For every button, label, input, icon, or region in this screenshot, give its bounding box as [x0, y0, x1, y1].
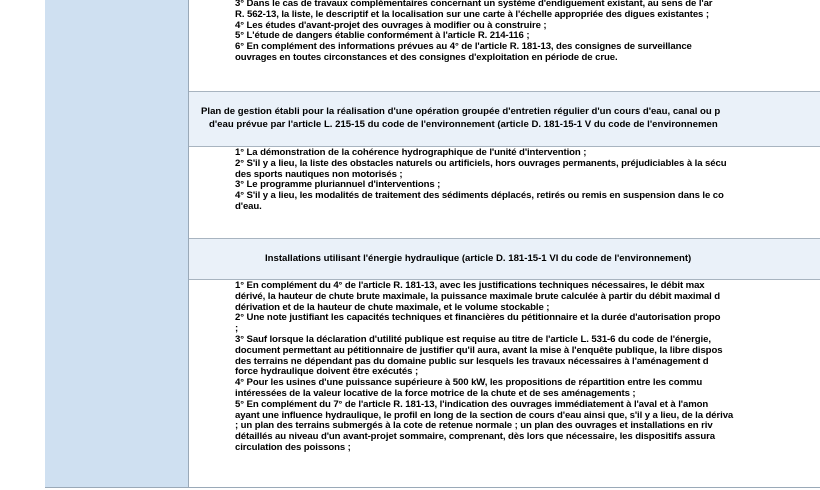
text-line: des terrains ne dépendant pas du domaine public sur lesquels les travaux nécessaires à l'aménagement d [235, 355, 709, 367]
text-line: 5° En complément du 7° de l'article R. 181-13, l'indication des ouvrages immédiatement à l'aval et à l'amon [235, 398, 709, 410]
section-header-energie-hydraulique [189, 238, 820, 280]
text-line: 6° En complément des informations prévues au 4° de l'article R. 181-13, des consignes de surveillance [235, 41, 692, 53]
table-row-digues [189, 0, 820, 64]
text-line: dérivation et de la hauteur de chute maximale, et le volume stockable ; [235, 301, 550, 313]
text-line: 2° S'il y a lieu, la liste des obstacles naturels ou artificiels, hors ouvrages permanents, préjudiciables à la sécu [235, 157, 727, 169]
text-line: circulation des poissons ; [235, 441, 351, 453]
text-line: 2° Une note justifiant les capacités techniques et financières du pétitionnaire et la durée d'autorisation propo [235, 312, 721, 324]
text-line: document permettant au pétitionnaire de justifier qu'il aura, avant la mise à l'enquête publique, la libre dispos [235, 344, 723, 356]
text-line: ; un plan des terrains submergés à la cote de retenue normale ; un plan des ouvrages et installations en riv [235, 420, 713, 432]
text-line: ouvrages en toutes circonstances et des consignes d'exploitation en période de crue. [235, 51, 618, 63]
text-line: R. 562-13, la liste, le descriptif et la localisation sur une carte à l'échelle appropriée des digues existantes ; [235, 8, 709, 20]
text-line: 3° Le programme pluriannuel d'interventions ; [235, 179, 441, 191]
text-line: ; [235, 323, 239, 335]
section-header-plan-gestion [189, 91, 820, 147]
text-line: 4° Les études d'avant-projet des ouvrages à modifier ou à construire ; [235, 19, 547, 31]
text-line: 1° En complément du 4° de l'article R. 181-13, avec les justifications techniques nécessaires, le débit max [235, 280, 705, 291]
text-line: force hydraulique doivent être exécutés ; [235, 366, 419, 378]
text-line: 3° Dans le cas de travaux complémentaires concernant un système d'endiguement existant, au sens de l'ar [235, 0, 713, 9]
section-header-line: Plan de gestion établi pour la réalisation d'une opération groupée d'entretien régulier d'un cours d'eau, canal ou p [201, 106, 721, 117]
table-row-energie-hydraulique [189, 281, 820, 454]
table-bottom-border [45, 487, 820, 488]
text-line: 5° L'étude de dangers établie conformément à l'article R. 214-116 ; [235, 30, 530, 42]
text-line: des sports nautiques non motorisés ; [235, 168, 403, 180]
text-line: ayant une influence hydraulique, le profil en long de la section de cours d'eau ainsi que, s'il y a lieu, de la dériva [235, 409, 734, 421]
table-label-column [45, 0, 189, 487]
document-table [189, 0, 820, 490]
text-line: 4° Pour les usines d'une puissance supérieure à 500 kW, les propositions de répartition entre les commu [235, 377, 703, 389]
table-row-plan-gestion [189, 148, 820, 213]
section-header-line: d'eau prévue par l'article L. 215-15 du code de l'environnement (article D. 181-15-1 V du code de l'environnemen [209, 119, 718, 130]
text-line: intéressées de la valeur locative de la force motrice de la chute et de ses aménagements ; [235, 387, 636, 399]
page-margin [0, 0, 45, 490]
text-line: 4° S'il y a lieu, les modalités de traitement des sédiments déplacés, retirés ou remis en suspension dans le co [235, 190, 724, 202]
text-line: dérivé, la hauteur de chute brute maximale, la puissance maximale brute calculée à partir du débit maximal d [235, 290, 721, 302]
text-line: détaillés au niveau d'un avant-projet sommaire, comprenant, dès lors que nécessaire, les dispositifs assura [235, 431, 715, 443]
text-line: d'eau. [235, 200, 262, 212]
text-line: 1° La démonstration de la cohérence hydrographique de l'unité d'intervention ; [235, 147, 587, 158]
text-line: 3° Sauf lorsque la déclaration d'utilité publique est requise au titre de l'article L. 531-6 du code de l'énergie, [235, 333, 711, 345]
section-header-line: Installations utilisant l'énergie hydraulique (article D. 181-15-1 VI du code de l'environnement) [265, 253, 692, 264]
